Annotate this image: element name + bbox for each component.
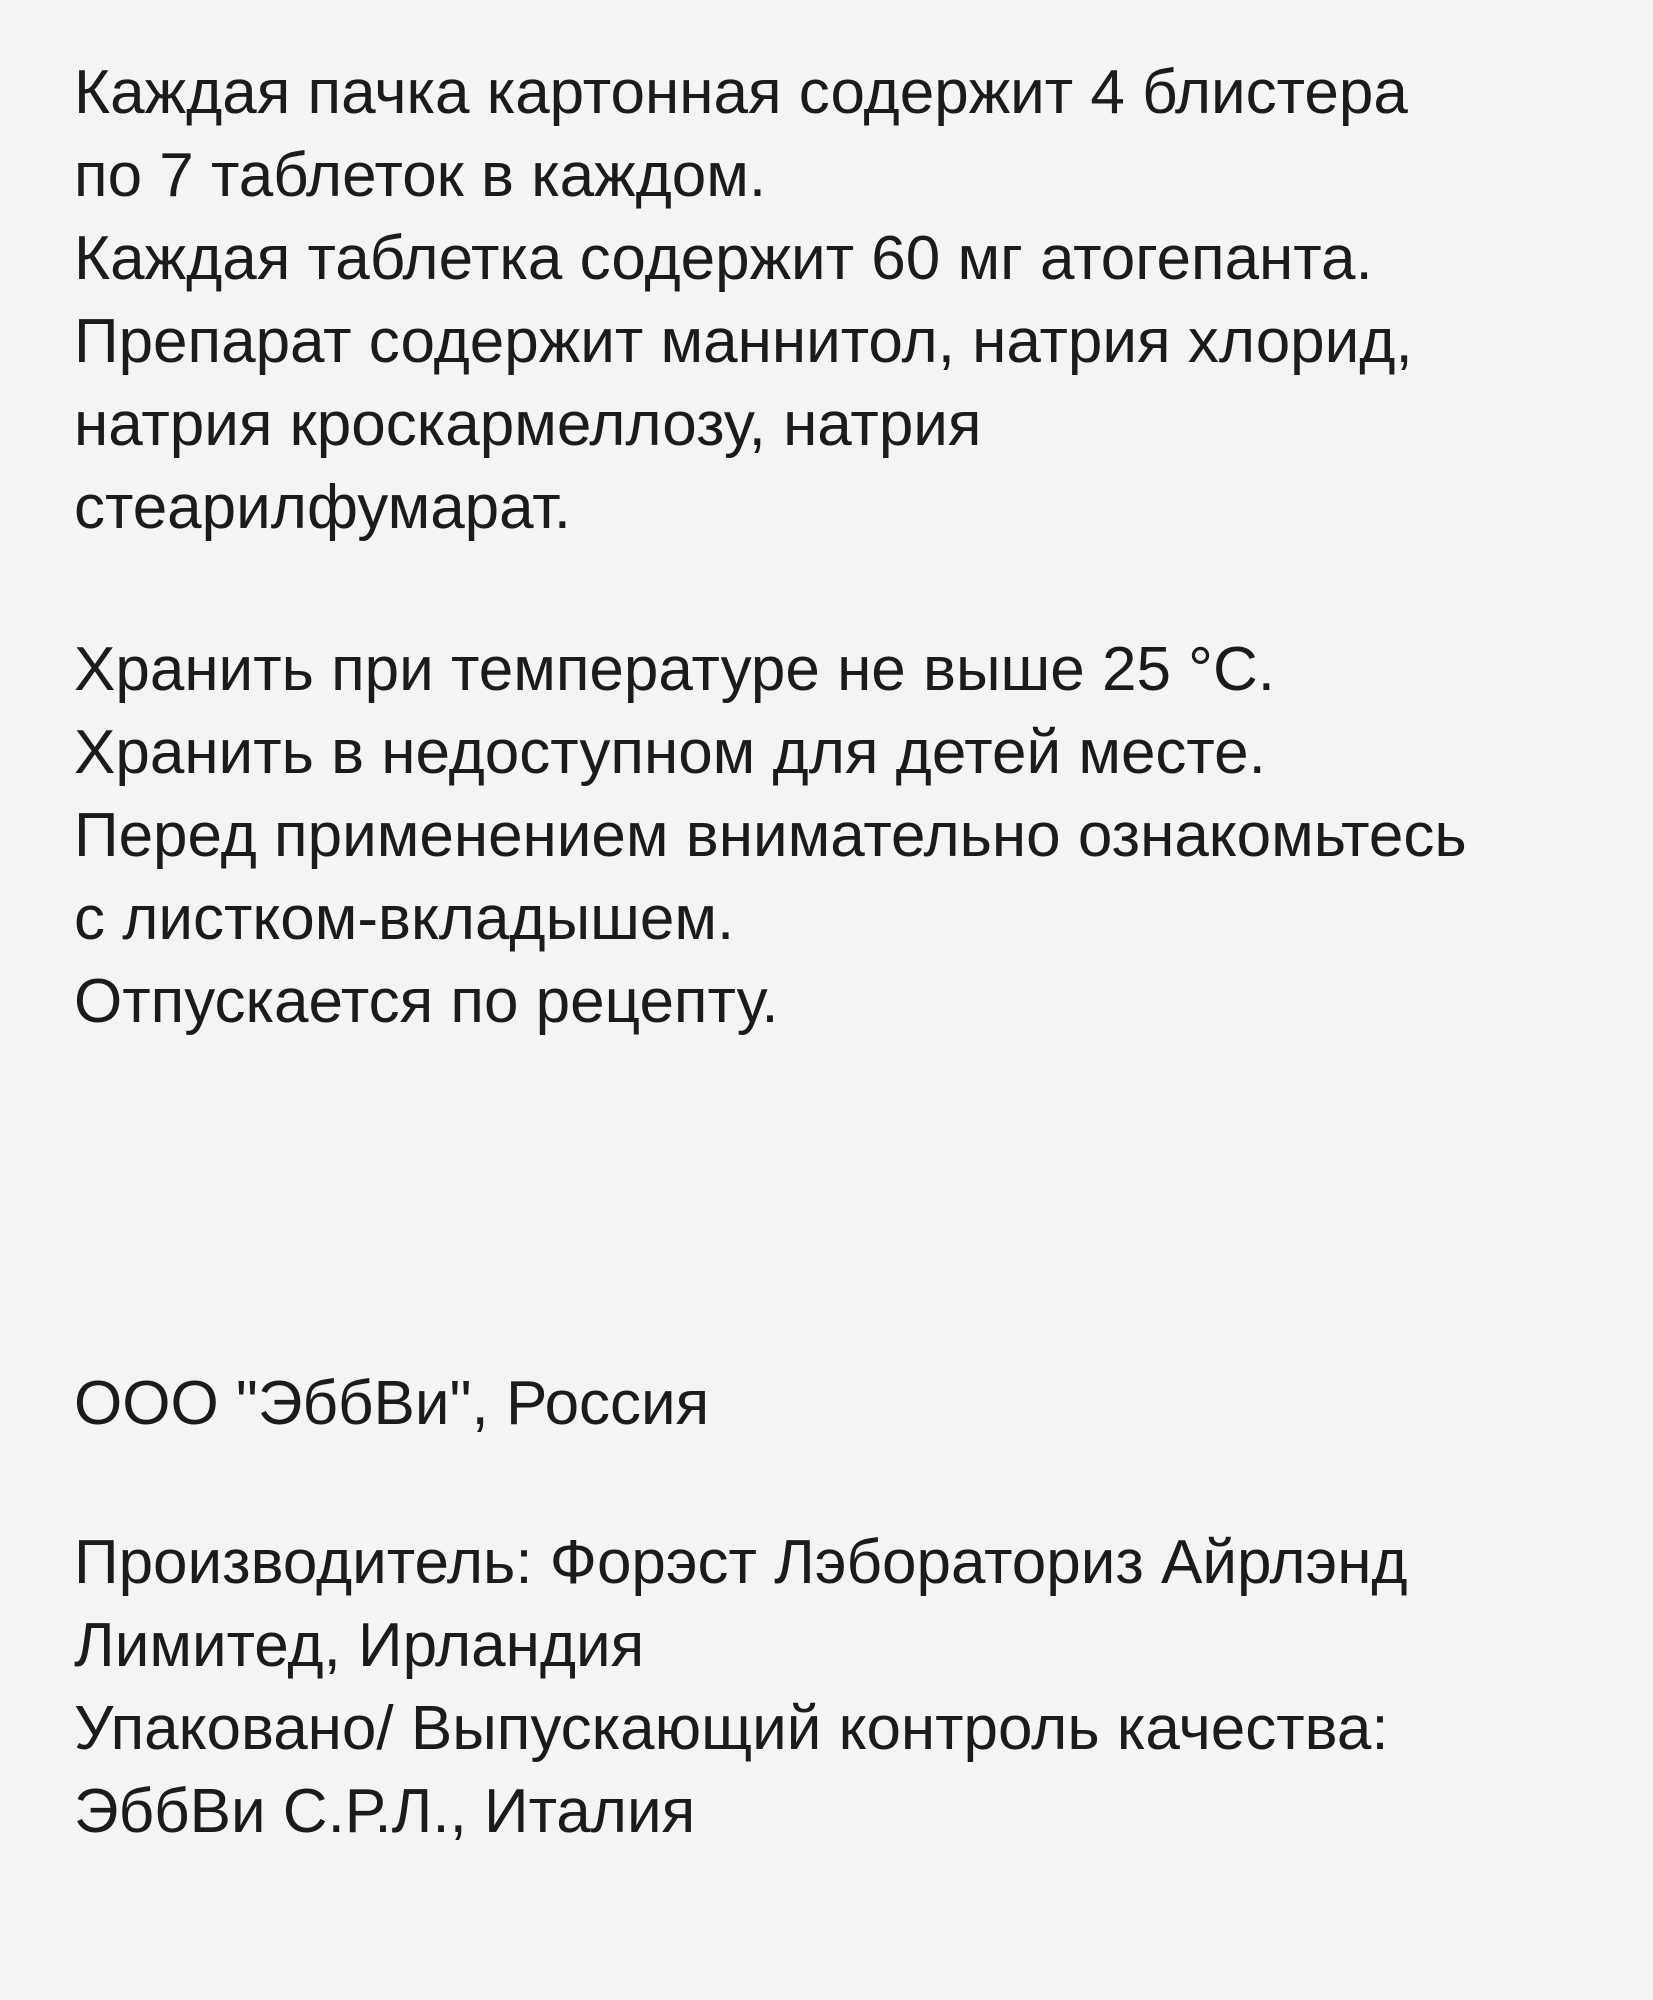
- text-line: Препарат содержит маннитол, натрия хлорид,: [74, 307, 1413, 376]
- text-line: Каждая пачка картонная содержит 4 блистера: [74, 58, 1408, 127]
- text-line: натрия кроскармеллозу, натрия: [74, 390, 982, 459]
- text-line: Перед применением внимательно ознакомьтесь: [74, 801, 1467, 870]
- text-line: Отпускается по рецепту.: [74, 967, 779, 1036]
- storage-section: [74, 628, 1467, 1043]
- text-line: Производитель: Форэст Лэбораториз Айрлэнд: [74, 1528, 1408, 1597]
- text-line: с листком-вкладышем.: [74, 884, 735, 953]
- text-line: Лимитед, Ирландия: [74, 1611, 645, 1680]
- text-line: Хранить при температуре не выше 25 °С.: [74, 635, 1275, 704]
- text-line: Упаковано/ Выпускающий контроль качества:: [74, 1694, 1389, 1763]
- text-line: ЭббВи С.Р.Л., Италия: [74, 1777, 696, 1846]
- manufacturer-section: [74, 1521, 1408, 1853]
- text-line: Хранить в недоступном для детей месте.: [74, 718, 1266, 787]
- text-line: Каждая таблетка содержит 60 мг атогепанта.: [74, 224, 1373, 293]
- text-line: стеарилфумарат.: [74, 473, 572, 542]
- holder-text: ООО "ЭббВи", Россия: [74, 1369, 710, 1438]
- composition-section: [74, 51, 1413, 549]
- holder-section: [74, 1362, 709, 1445]
- text-line: по 7 таблеток в каждом.: [74, 141, 767, 210]
